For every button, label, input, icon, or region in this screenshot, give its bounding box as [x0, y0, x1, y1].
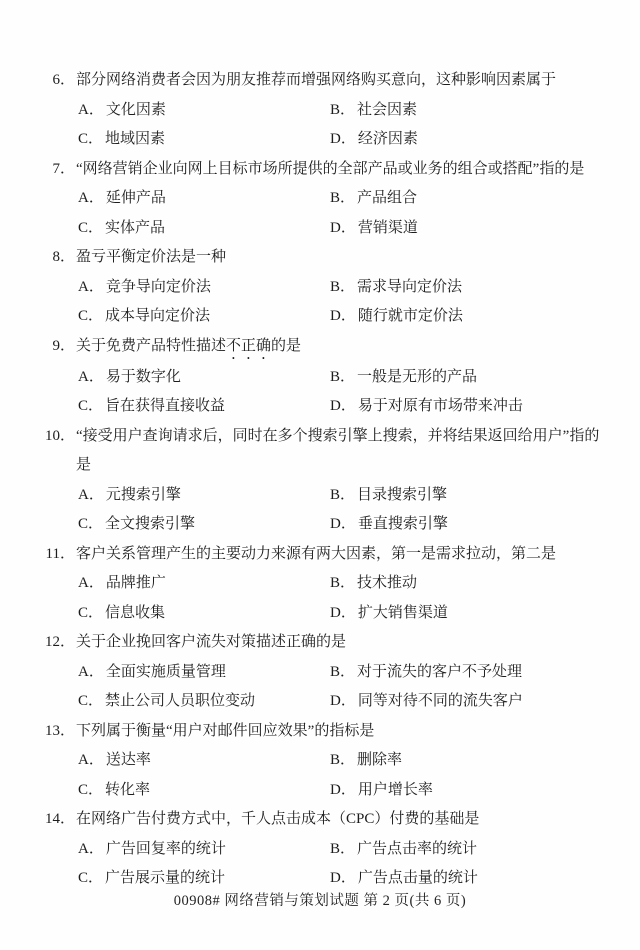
option-text: 用户增长率 [357, 781, 433, 798]
option-c [78, 776, 330, 806]
option-d [330, 599, 610, 629]
option-label: C． [78, 781, 104, 798]
question-number: 6． [52, 72, 75, 88]
option-text: 经济因素 [357, 131, 418, 147]
page-footer: 00908# 网络营销与策划试题 第 2 页(共 6 页) [173, 893, 467, 909]
question-number: 12． [44, 634, 75, 650]
option-label: A． [78, 840, 104, 857]
option-label: B． [330, 278, 356, 295]
option-label: C． [78, 219, 104, 236]
question-number: 9． [52, 337, 75, 354]
question-number: 7． [52, 160, 75, 177]
option-d [330, 392, 610, 422]
option-label: B． [330, 368, 356, 385]
option-a [78, 569, 330, 599]
question-13 [42, 717, 610, 806]
option-text: 扩大销售渠道 [357, 604, 448, 621]
option-label: D． [330, 693, 356, 709]
question-11 [42, 540, 610, 629]
question-7 [42, 155, 610, 244]
option-d [330, 510, 610, 540]
option-label: B． [330, 486, 356, 503]
option-label: D． [330, 516, 356, 532]
option-text: 全文搜索引擎 [105, 516, 196, 532]
question-number: 10． [44, 427, 75, 444]
option-label: D． [330, 870, 356, 886]
option-text: 竞争导向定价法 [105, 278, 211, 295]
option-text: 地域因素 [105, 131, 166, 147]
option-c [78, 392, 330, 422]
option-label: B． [330, 752, 356, 768]
question-text: 在网络广告付费方式中，千人点击成本（CPC）付费的基础是 [76, 811, 480, 827]
option-a [78, 363, 330, 393]
option-d [330, 214, 610, 244]
option-b [330, 184, 610, 214]
option-text: 广告点击量的统计 [357, 870, 478, 886]
option-label: B． [330, 840, 356, 857]
option-text: 易于数字化 [105, 368, 181, 385]
question-number: 8． [52, 249, 75, 265]
option-text: 同等对待不同的流失客户 [357, 693, 523, 709]
option-text: 延伸产品 [105, 190, 166, 206]
option-text: 易于对原有市场带来冲击 [357, 398, 523, 414]
option-b [330, 481, 610, 511]
option-c [78, 125, 330, 155]
question-text: 部分网络消费者会因为朋友推荐而增强网络购买意向，这种影响因素属于 [76, 72, 557, 88]
option-c [78, 599, 330, 629]
option-text: 实体产品 [105, 219, 166, 236]
option-text: 产品组合 [357, 190, 418, 206]
option-d [330, 687, 610, 717]
question-6 [42, 66, 610, 155]
option-label: A． [78, 278, 104, 295]
option-text: 文化因素 [105, 101, 166, 118]
option-text: 禁止公司人员职位变动 [105, 693, 256, 709]
question-text: 盈亏平衡定价法是一种 [76, 249, 227, 265]
question-text-pre: 关于免费产品特性描述 [76, 337, 227, 354]
question-number: 14． [44, 811, 75, 827]
option-label: D． [330, 398, 356, 414]
option-c [78, 214, 330, 244]
option-d [330, 776, 610, 806]
option-label: C． [78, 693, 104, 709]
option-label: C． [78, 516, 104, 532]
option-text: 需求导向定价法 [357, 278, 463, 295]
option-label: A． [78, 663, 104, 680]
question-text: 客户关系管理产生的主要动力来源有两大因素，第一是需求拉动，第二是 [76, 545, 557, 562]
option-text: 一般是无形的产品 [357, 368, 478, 385]
option-b [330, 569, 610, 599]
option-c [78, 302, 330, 332]
option-label: A． [78, 575, 104, 591]
option-b [330, 658, 610, 688]
option-text: 社会因素 [357, 101, 418, 118]
option-text: 随行就市定价法 [357, 308, 463, 324]
option-text: 旨在获得直接收益 [105, 398, 226, 414]
option-text: 转化率 [105, 781, 151, 798]
option-text: 目录搜索引擎 [357, 486, 448, 503]
option-text: 广告点击率的统计 [357, 840, 478, 857]
option-b [330, 835, 610, 865]
question-10 [42, 422, 610, 540]
option-label: D． [330, 131, 356, 147]
question-text [75, 332, 610, 363]
question-8 [42, 243, 610, 332]
option-text: 广告回复率的统计 [105, 840, 226, 857]
option-label: B． [330, 101, 356, 118]
option-d [330, 302, 610, 332]
option-label: C． [78, 308, 104, 324]
question-text: “接受用户查询请求后，同时在多个搜索引擎上搜索，并将结果返回给用户”指的是 [76, 427, 600, 473]
option-b [330, 96, 610, 126]
option-b [330, 273, 610, 303]
option-label: D． [330, 308, 356, 324]
option-d [330, 125, 610, 155]
option-text: 垂直搜索引擎 [357, 516, 448, 532]
option-label: D． [330, 219, 356, 236]
option-text: 对于流失的客户不予处理 [357, 663, 523, 680]
option-text: 广告展示量的统计 [105, 870, 226, 886]
option-label: B． [330, 575, 356, 591]
question-text-emphasized: 不正确 [226, 337, 272, 354]
question-text: 下列属于衡量“用户对邮件回应效果”的指标是 [76, 722, 375, 739]
option-b [330, 746, 610, 776]
question-number: 11． [45, 545, 75, 562]
option-label: A． [78, 101, 104, 118]
option-label: D． [330, 604, 356, 621]
question-9 [42, 332, 610, 422]
option-label: A． [78, 190, 104, 206]
question-number: 13． [44, 722, 75, 739]
option-label: A． [78, 752, 104, 768]
option-label: C． [78, 870, 104, 886]
option-label: C． [78, 398, 104, 414]
question-text: “网络营销企业向网上目标市场所提供的全部产品或业务的组合或搭配”指的是 [76, 160, 585, 177]
question-14 [42, 805, 610, 894]
option-label: D． [330, 781, 356, 798]
option-a [78, 746, 330, 776]
option-label: A． [78, 368, 104, 385]
option-label: B． [330, 190, 356, 206]
option-text: 删除率 [357, 752, 403, 768]
option-text: 送达率 [105, 752, 151, 768]
option-label: C． [78, 131, 104, 147]
option-c [78, 510, 330, 540]
option-label: B． [330, 663, 356, 680]
option-a [78, 96, 330, 126]
option-text: 品牌推广 [105, 575, 166, 591]
option-a [78, 184, 330, 214]
option-text: 营销渠道 [357, 219, 418, 236]
option-text: 技术推动 [357, 575, 418, 591]
option-label: C． [78, 604, 104, 621]
option-a [78, 835, 330, 865]
option-a [78, 481, 330, 511]
question-text: 关于企业挽回客户流失对策描述正确的是 [76, 634, 347, 650]
question-text-post: 的是 [271, 337, 302, 354]
option-text: 全面实施质量管理 [105, 663, 226, 680]
question-12 [42, 628, 610, 717]
option-c [78, 687, 330, 717]
option-label: A． [78, 486, 104, 503]
option-a [78, 658, 330, 688]
option-text: 成本导向定价法 [105, 308, 211, 324]
option-text: 信息收集 [105, 604, 166, 621]
option-text: 元搜索引擎 [105, 486, 181, 503]
option-b [330, 363, 610, 393]
option-a [78, 273, 330, 303]
